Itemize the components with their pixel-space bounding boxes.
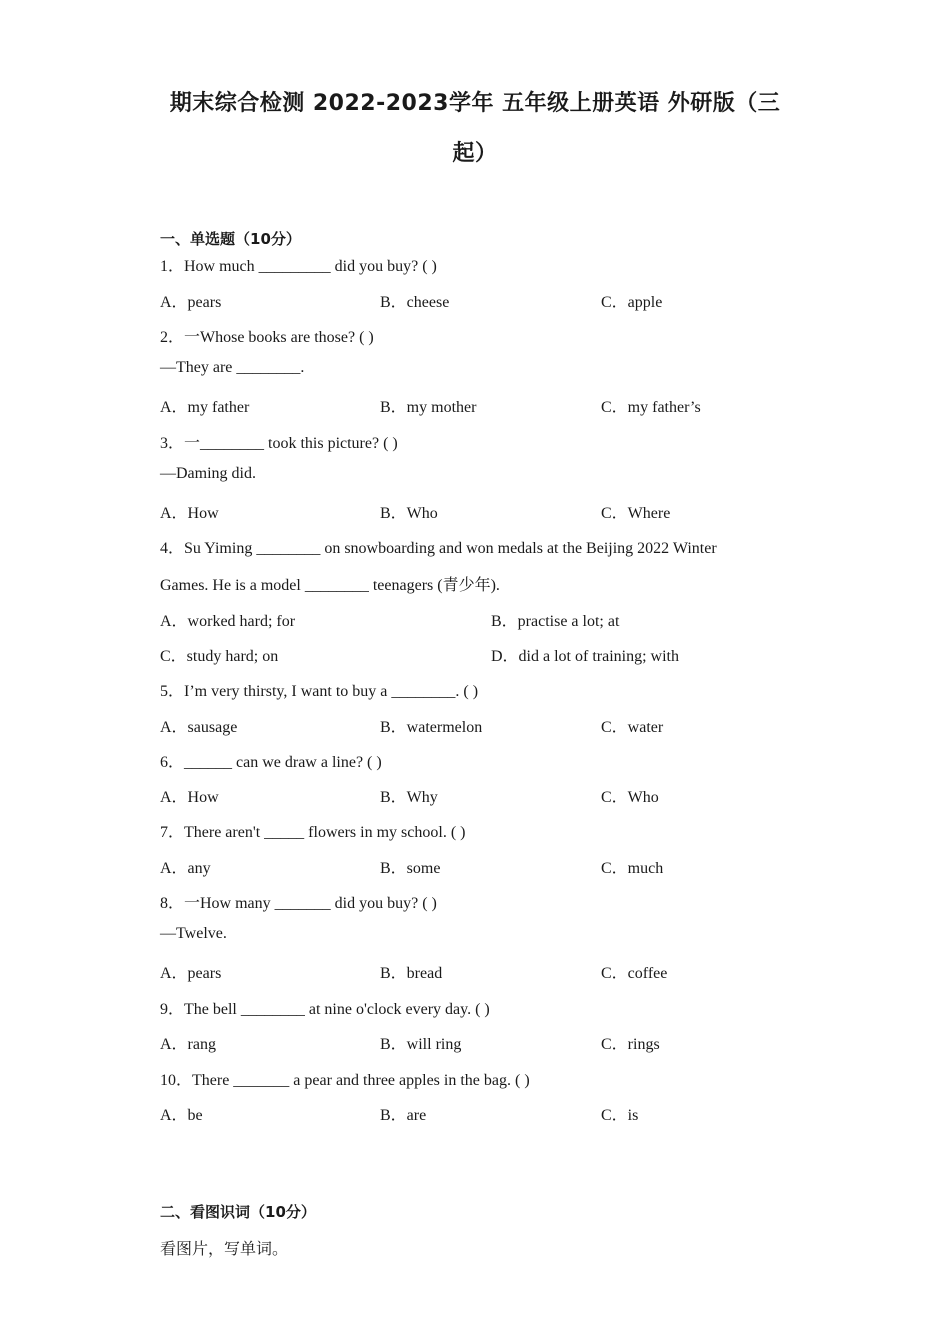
q5-option-b: B．watermelon — [380, 719, 483, 736]
question-1: 1．How much _________ did you buy? ( ) — [160, 258, 437, 275]
question-8: 8．一How many _______ did you buy? ( ) — [160, 895, 437, 912]
q9-option-c: C．rings — [601, 1036, 660, 1053]
q6-option-a: A．How — [160, 789, 219, 806]
question-2: 2．一Whose books are those? ( ) — [160, 329, 374, 346]
q3-option-a: A．How — [160, 505, 219, 522]
q10-option-c: C．is — [601, 1107, 639, 1124]
q5-option-c: C．water — [601, 719, 664, 736]
question-9: 9．The bell ________ at nine o'clock every day. ( ) — [160, 1001, 490, 1018]
q6-option-b: B．Why — [380, 789, 438, 806]
section-2-heading: 二、看图识词（10分） — [160, 1203, 316, 1221]
q7-option-a: A．any — [160, 860, 211, 877]
q2-option-c: C．my father’s — [601, 399, 701, 416]
q4-option-b: B．practise a lot; at — [491, 613, 620, 630]
q3-option-b: B．Who — [380, 505, 438, 522]
question-3-reply: —Daming did. — [160, 465, 256, 482]
question-5: 5．I’m very thirsty, I want to buy a ________. ( ) — [160, 683, 479, 700]
question-4-continued: Games. He is a model ________ teenagers (青少年). — [160, 577, 500, 594]
question-3: 3．一________ took this picture? ( ) — [160, 435, 398, 452]
q1-option-b: B．cheese — [380, 294, 450, 311]
q2-option-a: A．my father — [160, 399, 250, 416]
q7-option-c: C．much — [601, 860, 664, 877]
q1-option-c: C．apple — [601, 294, 663, 311]
q8-option-b: B．bread — [380, 965, 443, 982]
q1-option-a: A．pears — [160, 294, 222, 311]
q3-option-c: C．Where — [601, 505, 671, 522]
question-10: 10．There _______ a pear and three apples in the bag. ( ) — [160, 1072, 530, 1089]
q7-option-b: B．some — [380, 860, 441, 877]
q4-option-a: A．worked hard; for — [160, 613, 296, 630]
q6-option-c: C．Who — [601, 789, 659, 806]
q4-option-c: C．study hard; on — [160, 648, 279, 665]
q10-option-a: A．be — [160, 1107, 203, 1124]
question-7: 7．There aren't _____ flowers in my school. ( ) — [160, 824, 466, 841]
q5-option-a: A．sausage — [160, 719, 238, 736]
question-6: 6．______ can we draw a line? ( ) — [160, 754, 382, 771]
q9-option-a: A．rang — [160, 1036, 216, 1053]
q10-option-b: B．are — [380, 1107, 427, 1124]
q8-option-a: A．pears — [160, 965, 222, 982]
q2-option-b: B．my mother — [380, 399, 477, 416]
page-title: 期末综合检测 2022-2023学年 五年级上册英语 外研版（三 — [169, 91, 781, 116]
section-1-heading: 一、单选题（10分） — [160, 230, 301, 248]
q9-option-b: B．will ring — [380, 1036, 462, 1053]
q4-option-d: D．did a lot of training; with — [491, 648, 679, 665]
q8-option-c: C．coffee — [601, 965, 668, 982]
page-title-continued: 起） — [452, 141, 498, 166]
question-8-reply: —Twelve. — [160, 925, 227, 942]
question-2-reply: —They are ________. — [160, 359, 305, 376]
question-4: 4．Su Yiming ________ on snowboarding and won medals at the Beijing 2022 Winter — [160, 540, 717, 557]
section-2-instruction: 看图片，写单词。 — [160, 1239, 289, 1258]
